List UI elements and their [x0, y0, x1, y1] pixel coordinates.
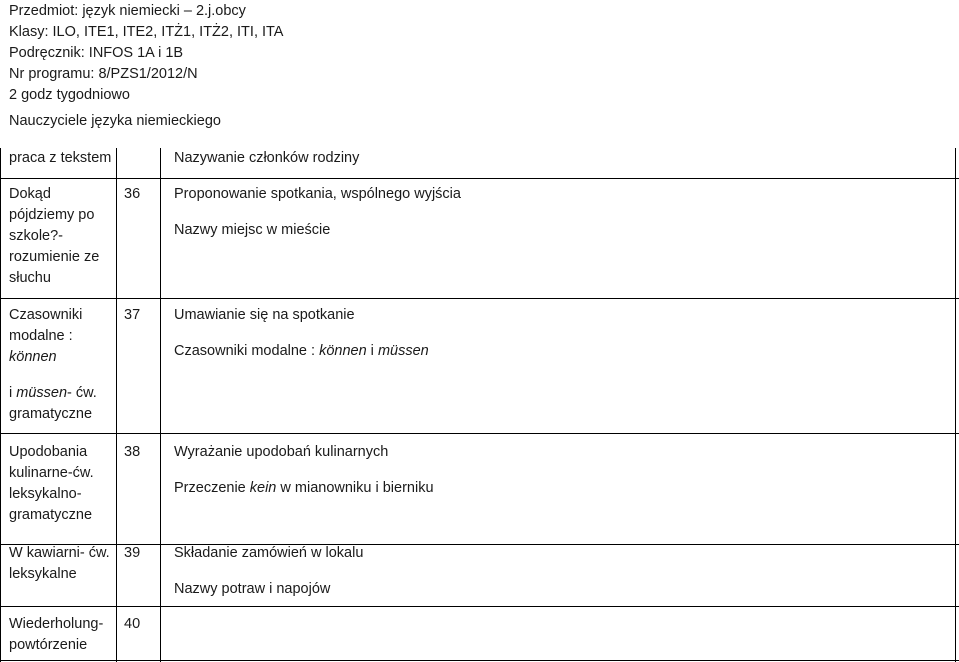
- topic-line: rozumienie ze: [9, 249, 100, 265]
- topic-line: kulinarne-ćw.: [9, 465, 94, 481]
- topic-text: müssen: [16, 385, 68, 401]
- row-divider: [0, 178, 959, 179]
- content-line: Proponowanie spotkania, wspólnego wyjścia: [174, 186, 461, 202]
- table-border-col2: [160, 148, 161, 662]
- content-text: w mianowniku i bierniku: [276, 480, 434, 496]
- topic-line: powtórzenie: [9, 637, 88, 653]
- topic-line: Czasowniki: [9, 307, 83, 323]
- table-border-bottom: [0, 660, 959, 661]
- topic-cell: [9, 543, 109, 585]
- topic-line: modalne :: [9, 328, 73, 344]
- lesson-number: 36: [124, 186, 141, 202]
- topic-line: pójdziemy po: [9, 207, 95, 223]
- content-line: Nazywanie członków rodziny: [174, 150, 360, 166]
- content-line: Nazwy miejsc w mieście: [174, 222, 331, 238]
- content-cell: [174, 305, 934, 362]
- topic-line: W kawiarni- ćw.: [9, 545, 110, 561]
- content-text: Czasowniki modalne :: [174, 343, 320, 359]
- content-cell: [174, 442, 934, 499]
- document-header: [9, 1, 283, 106]
- topic-line: Upodobania: [9, 444, 88, 460]
- topic-text: i: [9, 385, 17, 401]
- topic-line: słuchu: [9, 270, 51, 286]
- content-cell: [174, 543, 934, 600]
- topic-cell: [9, 184, 109, 289]
- row-divider: [0, 298, 959, 299]
- topic-line: praca z tekstem: [9, 150, 112, 166]
- program-line: Nr programu: 8/PZS1/2012/N: [9, 66, 198, 82]
- subject-line: Przedmiot: język niemiecki – 2.j.obcy: [9, 3, 246, 19]
- classes-line: Klasy: ILO, ITE1, ITE2, ITŻ1, ITŻ2, ITI, ITA: [9, 24, 284, 40]
- topic-line: gramatyczne: [9, 406, 93, 422]
- topic-cell: [9, 148, 112, 169]
- content-line: Nazwy potraw i napojów: [174, 581, 331, 597]
- lesson-number: 40: [124, 616, 141, 632]
- topic-text: - ćw.: [67, 385, 97, 401]
- row-divider: [0, 606, 959, 607]
- lesson-number: 39: [124, 545, 141, 561]
- topic-line: szkole?-: [9, 228, 63, 244]
- content-text: müssen: [377, 343, 429, 359]
- lesson-number: 38: [124, 444, 141, 460]
- content-text: kein: [249, 480, 277, 496]
- content-cell: [174, 184, 934, 241]
- topic-cell: [9, 305, 109, 425]
- content-text: Przeczenie: [174, 480, 250, 496]
- content-line: Składanie zamówień w lokalu: [174, 545, 364, 561]
- topic-cell: [9, 614, 109, 656]
- lesson-number: 37: [124, 307, 141, 323]
- textbook-line: Podręcznik: INFOS 1A i 1B: [9, 45, 184, 61]
- content-text: können: [319, 343, 367, 359]
- topic-line: gramatyczne: [9, 507, 93, 523]
- teachers-line: Nauczyciele języka niemieckiego: [9, 113, 221, 129]
- topic-line: leksykalne: [9, 566, 77, 582]
- content-line: [174, 478, 934, 499]
- content-line: [174, 341, 934, 362]
- lesson-plan-table: [0, 148, 959, 662]
- content-cell: [174, 148, 934, 169]
- table-border-right: [955, 148, 956, 662]
- table-border-left: [0, 148, 1, 662]
- content-line: Wyrażanie upodobań kulinarnych: [174, 444, 389, 460]
- topic-line: Wiederholung-: [9, 616, 104, 632]
- topic-cell: [9, 442, 109, 526]
- topic-line: können: [9, 349, 57, 365]
- hours-line: 2 godz tygodniowo: [9, 87, 130, 103]
- table-border-col1: [116, 148, 117, 662]
- content-line: Umawianie się na spotkanie: [174, 307, 355, 323]
- topic-line: [9, 383, 109, 404]
- topic-line: Dokąd: [9, 186, 51, 202]
- topic-line: leksykalno-: [9, 486, 82, 502]
- row-divider: [0, 433, 959, 434]
- content-text: i: [366, 343, 378, 359]
